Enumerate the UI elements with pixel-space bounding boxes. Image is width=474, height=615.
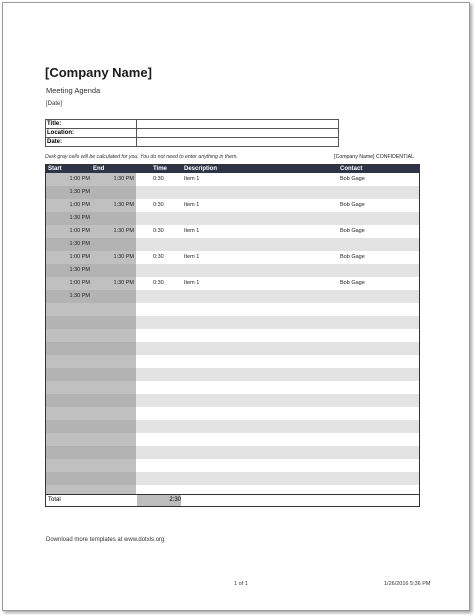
date-label: Date: [46,138,137,147]
contact-cell[interactable]: Bob Gage [340,280,365,286]
calculated-cells [46,381,136,394]
location-label: Location: [46,129,137,138]
agenda-row[interactable] [46,316,419,329]
editable-cells[interactable] [136,199,419,212]
time-column-header: Time [153,166,167,172]
total-time: 2:30 [137,495,181,506]
editable-cells[interactable] [136,355,419,368]
editable-cells[interactable] [136,212,419,225]
agenda-row[interactable] [46,342,419,355]
confidential-label: [Company Name] CONFIDENTIAL [334,154,414,160]
editable-cells[interactable] [136,264,419,277]
calculated-cells [46,459,136,472]
agenda-row[interactable] [46,329,419,342]
editable-cells[interactable] [136,459,419,472]
contact-cell[interactable]: Bob Gage [340,176,365,182]
total-row [46,494,419,506]
location-field[interactable] [137,129,339,138]
page-number: 1 of 1 [234,581,248,587]
editable-cells[interactable] [136,238,419,251]
editable-cells[interactable] [136,407,419,420]
contact-cell[interactable]: Bob Gage [340,202,365,208]
agenda-row[interactable] [46,277,419,290]
company-name: [Company Name] [45,65,152,80]
contact-cell[interactable]: Bob Gage [340,228,365,234]
start-cell: 1:30 PM [69,267,90,273]
agenda-row[interactable] [46,355,419,368]
editable-cells[interactable] [136,290,419,303]
description-cell[interactable]: Item 1 [184,280,200,286]
editable-cells[interactable] [136,420,419,433]
agenda-row[interactable] [46,225,419,238]
start-cell: 1:30 PM [69,293,90,299]
editable-cells[interactable] [136,251,419,264]
end-column-header: End [93,166,105,172]
start-cell: 1:00 PM [69,280,90,286]
calculated-cells [46,433,136,446]
calculated-cells [46,446,136,459]
description-cell[interactable]: Item 1 [184,254,200,260]
calculated-cells [46,342,136,355]
editable-cells[interactable] [136,381,419,394]
description-cell[interactable]: Item 1 [184,228,200,234]
end-cell: 1:30 PM [113,202,134,208]
editable-cells[interactable] [136,342,419,355]
date-placeholder: [Date] [46,101,63,107]
start-cell: 1:30 PM [69,215,90,221]
agenda-row[interactable] [46,407,419,420]
start-column-header: Start [48,166,62,172]
calculated-cells [46,303,136,316]
time-cell[interactable]: 0:30 [153,176,164,182]
editable-cells[interactable] [136,316,419,329]
agenda-row[interactable] [46,446,419,459]
agenda-row[interactable] [46,238,419,251]
editable-cells[interactable] [136,225,419,238]
calculated-cells [46,420,136,433]
agenda-row[interactable] [46,368,419,381]
calculated-cells [46,407,136,420]
agenda-row[interactable] [46,303,419,316]
time-cell[interactable]: 0:30 [153,280,164,286]
start-cell: 1:30 PM [69,241,90,247]
start-cell: 1:00 PM [69,228,90,234]
agenda-row[interactable] [46,381,419,394]
time-cell[interactable]: 0:30 [153,202,164,208]
editable-cells[interactable] [136,368,419,381]
calculated-cells [46,472,136,485]
description-cell[interactable]: Item 1 [184,176,200,182]
end-cell: 1:30 PM [113,280,134,286]
calculated-cells [46,368,136,381]
agenda-header-row [46,165,419,173]
start-cell: 1:30 PM [69,189,90,195]
agenda-row[interactable] [46,459,419,472]
editable-cells[interactable] [136,173,419,186]
agenda-rows [46,173,419,497]
agenda-row[interactable] [46,290,419,303]
calculated-cells [46,329,136,342]
total-label: Total [48,497,61,503]
description-cell[interactable]: Item 1 [184,202,200,208]
calculated-cells [46,394,136,407]
start-cell: 1:00 PM [69,202,90,208]
agenda-table [45,164,420,507]
meeting-info-table [45,119,339,147]
editable-cells[interactable] [136,329,419,342]
agenda-row[interactable] [46,173,419,186]
editable-cells[interactable] [136,303,419,316]
end-cell: 1:30 PM [113,228,134,234]
time-cell[interactable]: 0:30 [153,254,164,260]
editable-cells[interactable] [136,186,419,199]
contact-column-header: Contact [340,166,363,172]
editable-cells[interactable] [136,277,419,290]
end-cell: 1:30 PM [113,176,134,182]
print-timestamp: 1/26/2016 5:36 PM [384,581,431,587]
start-cell: 1:00 PM [69,254,90,260]
agenda-row[interactable] [46,433,419,446]
agenda-row[interactable] [46,212,419,225]
agenda-row[interactable] [46,472,419,485]
agenda-row[interactable] [46,394,419,407]
document-page [2,2,470,611]
calculated-cells [46,316,136,329]
editable-cells[interactable] [136,446,419,459]
agenda-row[interactable] [46,199,419,212]
editable-cells[interactable] [136,433,419,446]
calculated-cells [46,355,136,368]
contact-cell[interactable]: Bob Gage [340,254,365,260]
agenda-row[interactable] [46,264,419,277]
editable-cells[interactable] [136,472,419,485]
instruction-note: Dark gray cells will be calculated for you. You do not need to enter anything in them. [45,154,238,160]
document-subtitle: Meeting Agenda [46,86,101,95]
description-column-header: Description [184,166,218,172]
agenda-row[interactable] [46,420,419,433]
end-cell: 1:30 PM [113,254,134,260]
templates-link[interactable]: Download more templates at www.dotxls.org [46,537,165,543]
title-label: Title: [46,120,137,129]
date-field[interactable] [137,138,339,147]
title-field[interactable] [137,120,339,129]
start-cell: 1:00 PM [69,176,90,182]
agenda-row[interactable] [46,186,419,199]
agenda-row[interactable] [46,251,419,264]
time-cell[interactable]: 0:30 [153,228,164,234]
editable-cells[interactable] [136,394,419,407]
